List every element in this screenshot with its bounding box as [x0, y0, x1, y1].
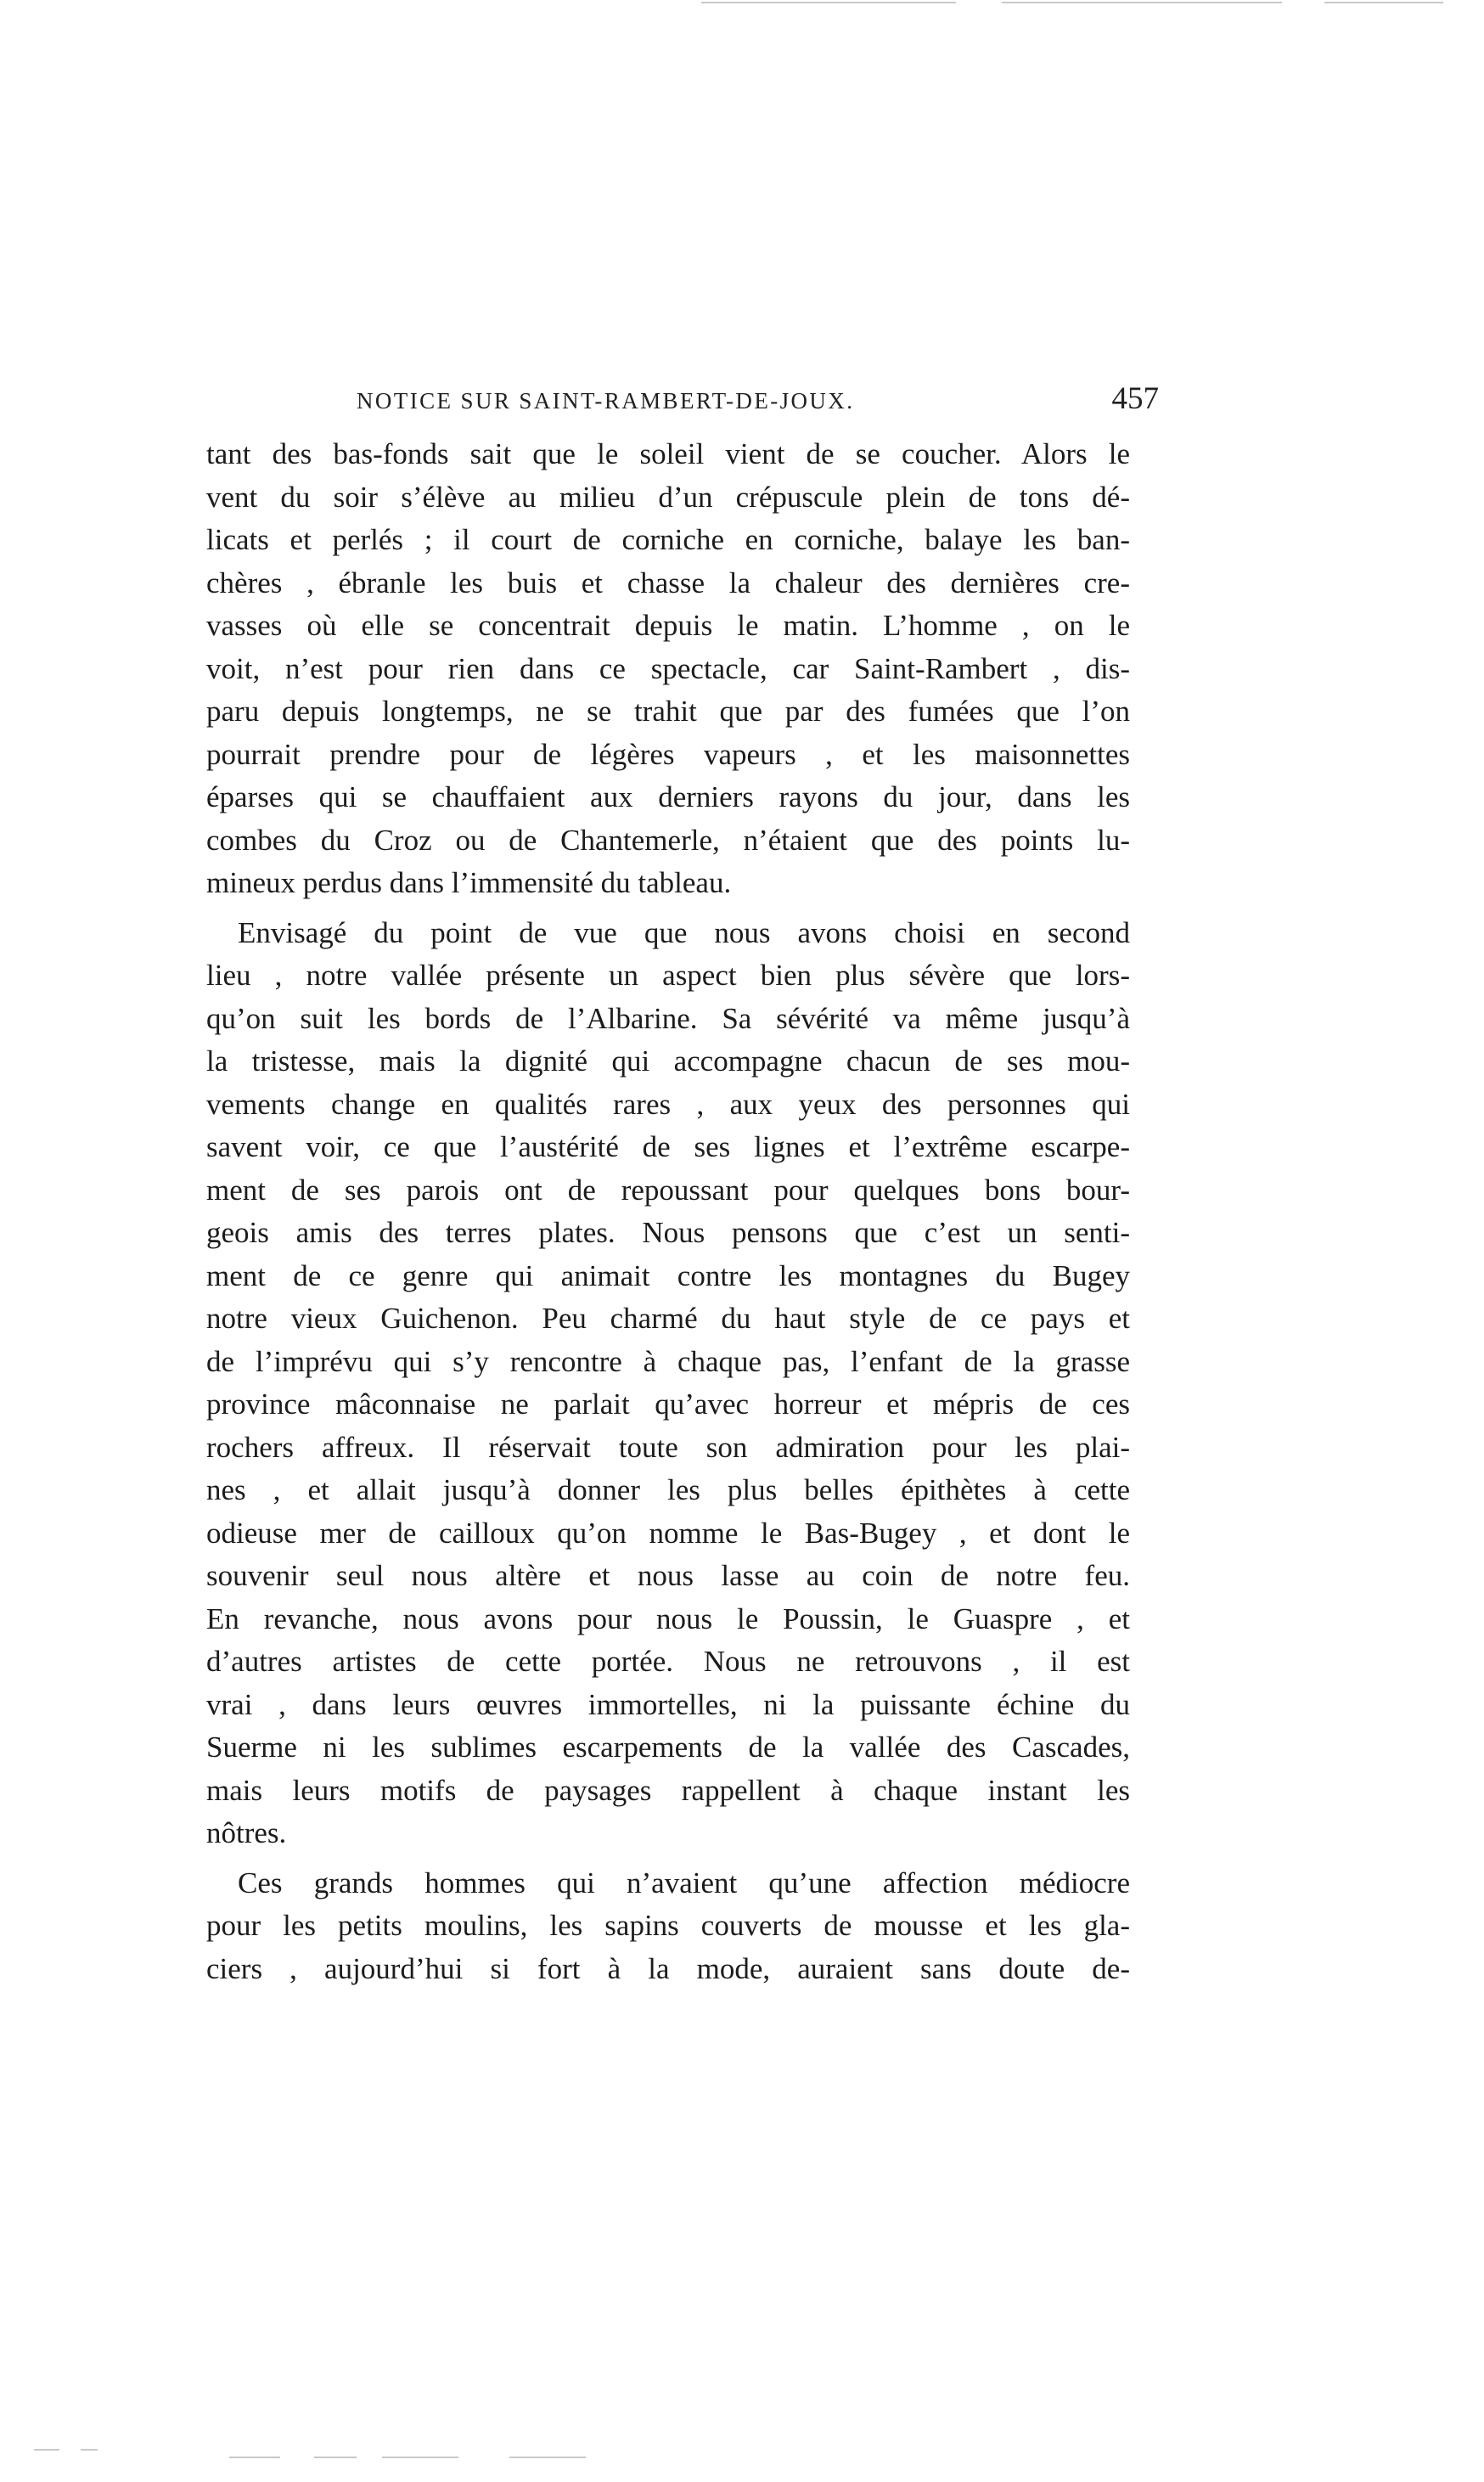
page-number: 457 — [1111, 381, 1159, 416]
scan-artifact-line — [1324, 2, 1443, 3]
text-line: Ces grands hommes qui n’avaient qu’une affection médiocre — [238, 1866, 1130, 1899]
text-line: notre vieux Guichenon. Peu charmé du haut style de ce pays et — [206, 1302, 1130, 1335]
text-line: qu’on suit les bords de l’Albarine. Sa sévérité va même jusqu’à — [206, 1001, 1130, 1035]
text-line: d’autres artistes de cette portée. Nous ne retrouvons , il est — [206, 1645, 1130, 1678]
text-line: pourrait prendre pour de légères vapeurs , et les maisonnettes — [206, 737, 1130, 771]
text-line: paru depuis longtemps, ne se trahit que par des fumées que l’on — [206, 695, 1130, 728]
paragraph — [206, 433, 1130, 905]
scan-artifact-line — [81, 2449, 98, 2451]
text-line: lieu , notre vallée présente un aspect bien plus sévère que lors- — [206, 959, 1130, 992]
scan-artifact-line — [701, 2, 956, 3]
scan-artifact-line — [34, 2449, 59, 2451]
text-line: savent voir, ce que l’austérité de ses lignes et l’extrême escarpe- — [206, 1130, 1130, 1163]
text-line: combes du Croz ou de Chantemerle, n’étaient que des points lu- — [206, 823, 1130, 857]
text-line: vements change en qualités rares , aux yeux des personnes qui — [206, 1087, 1130, 1121]
paragraph-gap — [206, 905, 1130, 912]
text-line: souvenir seul nous altère et nous lasse au coin de notre feu. — [206, 1559, 1130, 1592]
paragraph-gap — [206, 1855, 1130, 1862]
text-line: la tristesse, mais la dignité qui accompagne chacun de ses mou- — [206, 1044, 1130, 1078]
text-line: voit, n’est pour rien dans ce spectacle, car Saint-Rambert , dis- — [206, 651, 1130, 685]
scan-artifact-line — [314, 2457, 357, 2458]
text-line: licats et perlés ; il court de corniche en corniche, balaye les ban- — [206, 523, 1130, 556]
paragraph — [206, 1862, 1130, 1991]
text-line: odieuse mer de cailloux qu’on nomme le Bas-Bugey , et dont le — [206, 1516, 1130, 1550]
text-line: En revanche, nous avons pour nous le Poussin, le Guaspre , et — [206, 1601, 1130, 1635]
text-line: vent du soir s’élève au milieu d’un crépuscule plein de tons dé- — [206, 480, 1130, 514]
running-title: NOTICE SUR SAINT-RAMBERT-DE-JOUX. — [357, 388, 855, 414]
text-line: geois amis des terres plates. Nous pensons que c’est un senti- — [206, 1216, 1130, 1249]
scan-artifact-line — [229, 2457, 280, 2458]
text-line: Suerme ni les sublimes escarpements de la vallée des Cascades, — [206, 1731, 1130, 1764]
text-line: pour les petits moulins, les sapins couverts de mousse et les gla- — [206, 1909, 1130, 1942]
text-line: éparses qui se chauffaient aux derniers rayons du jour, dans les — [206, 780, 1130, 813]
text-line: vrai , dans leurs œuvres immortelles, ni la puissante échine du — [206, 1687, 1130, 1721]
text-line: nes , et allait jusqu’à donner les plus belles épithètes à cette — [206, 1473, 1130, 1506]
text-line: rochers affreux. Il réservait toute son admiration pour les plai- — [206, 1430, 1130, 1464]
scan-artifact-line — [509, 2457, 586, 2458]
text-line: ment de ses parois ont de repoussant pour quelques bons bour- — [206, 1173, 1130, 1207]
text-line: mais leurs motifs de paysages rappellent à chaque instant les — [206, 1773, 1130, 1807]
scan-artifact-line — [1002, 2, 1282, 3]
text-line: mineux perdus dans l’immensité du tableau. — [206, 866, 732, 899]
body-text — [206, 433, 1130, 1990]
text-line: tant des bas-fonds sait que le soleil vient de se coucher. Alors le — [206, 437, 1130, 470]
text-line: nôtres. — [206, 1816, 287, 1849]
text-line: ment de ce genre qui animait contre les montagnes du Bugey — [206, 1258, 1130, 1292]
text-line: ciers , aujourd’hui si fort à la mode, auraient sans doute de- — [206, 1951, 1130, 1985]
running-head — [357, 380, 1159, 418]
text-line: vasses où elle se concentrait depuis le matin. L’homme , on le — [206, 609, 1130, 642]
paragraph — [206, 912, 1130, 1855]
scan-artifact-line — [382, 2457, 458, 2458]
text-line: de l’imprévu qui s’y rencontre à chaque pas, l’enfant de la grasse — [206, 1344, 1130, 1378]
text-line: chères , ébranle les buis et chasse la chaleur des dernières cre- — [206, 566, 1130, 599]
text-line: province mâconnaise ne parlait qu’avec horreur et mépris de ces — [206, 1387, 1130, 1421]
text-line: Envisagé du point de vue que nous avons choisi en second — [238, 915, 1130, 949]
